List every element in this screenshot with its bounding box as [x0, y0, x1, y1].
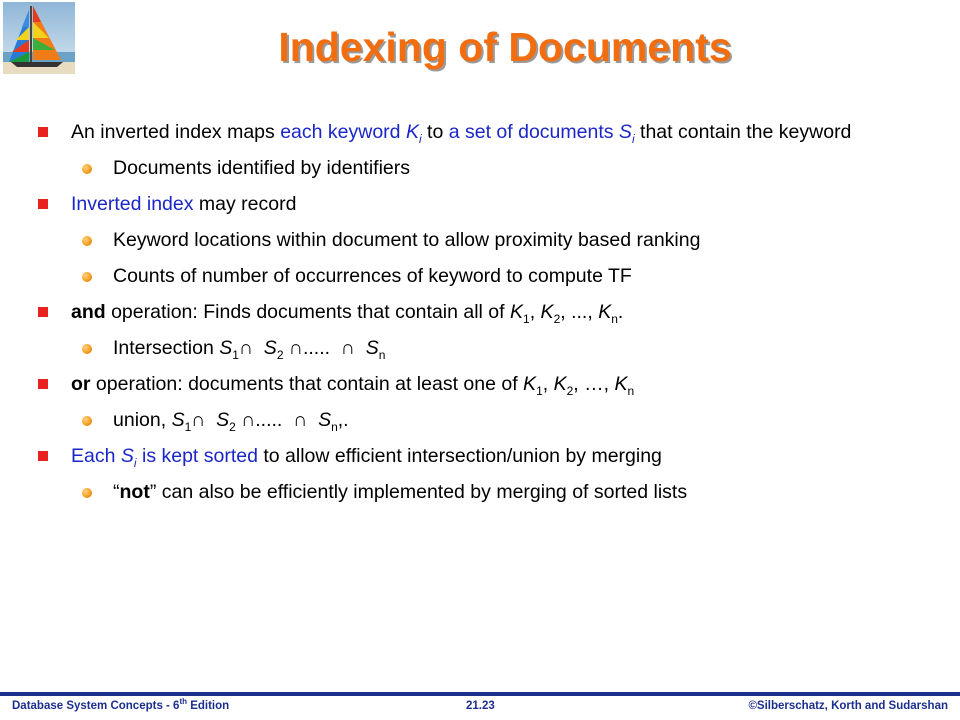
intersection-symbol: ∩ [241, 409, 256, 431]
sub-bullet-identifiers [38, 156, 918, 180]
variable: K [598, 301, 612, 323]
text: Keyword locations within document to allow proximity based ranking [113, 229, 701, 251]
variable: S [120, 445, 134, 467]
intersection-symbol: ∩ [293, 409, 308, 431]
text: , [560, 301, 572, 323]
variable: S [318, 409, 332, 431]
round-bullet-icon [82, 272, 92, 282]
intersection-symbol: ∩ [288, 337, 303, 359]
text: to [421, 121, 449, 143]
sub-bullet-intersection [38, 336, 918, 360]
highlight-text: Inverted index [71, 193, 194, 215]
subscript: 1 [523, 311, 530, 326]
text: Documents identified by identifiers [113, 157, 410, 179]
slide-body [38, 120, 918, 516]
intersection-symbol: ∩ [340, 337, 355, 359]
variable: S [618, 121, 632, 143]
square-bullet-icon [38, 307, 48, 317]
text: may record [193, 193, 297, 215]
subscript: n [378, 347, 386, 362]
variable: S [216, 409, 230, 431]
sub-bullet-locations [38, 228, 918, 252]
slide-title: Indexing of Documents [278, 24, 732, 70]
text: , [587, 301, 599, 323]
variable: K [523, 373, 537, 395]
variable: S [171, 409, 185, 431]
subscript: n [627, 383, 635, 398]
subscript: 1 [536, 383, 543, 398]
text: ... [571, 301, 588, 323]
sub-bullet-not [38, 480, 918, 504]
text: that contain the keyword [634, 121, 852, 143]
square-bullet-icon [38, 379, 48, 389]
square-bullet-icon [38, 451, 48, 461]
text: to allow efficient intersection/union by merging [257, 445, 662, 467]
sub-bullet-counts [38, 264, 918, 288]
highlight-text: Each [71, 445, 121, 467]
round-bullet-icon [82, 344, 92, 354]
variable: S [365, 337, 379, 359]
intersection-symbol: ∩ [191, 409, 206, 431]
round-bullet-icon [82, 236, 92, 246]
round-bullet-icon [82, 416, 92, 426]
highlight-text: each keyword [280, 121, 406, 143]
text: Counts of number of occurrences of keyword to compute TF [113, 265, 632, 287]
text: . [617, 301, 624, 323]
text: operation: documents that contain at least one of [90, 373, 524, 395]
text: An inverted index maps [71, 121, 281, 143]
text: , [603, 373, 615, 395]
variable: K [553, 373, 567, 395]
subscript: 2 [276, 347, 284, 362]
highlight-text: a set of documents [448, 121, 619, 143]
variable: K [614, 373, 628, 395]
sub-bullet-union [38, 408, 918, 432]
square-bullet-icon [38, 199, 48, 209]
text: Intersection [113, 337, 220, 359]
footer-copyright: ©Silberschatz, Korth and Sudarshan [748, 700, 948, 712]
bullet-item-inverted-index [38, 120, 918, 144]
superscript: th [179, 697, 188, 707]
text: union, [113, 409, 172, 431]
round-bullet-icon [82, 164, 92, 174]
subscript: n [611, 311, 618, 326]
round-bullet-icon [82, 488, 92, 498]
text: , [573, 373, 585, 395]
text: can also be efficiently implemented by merging of sorted lists [156, 481, 688, 503]
bullet-item-or-operation [38, 372, 918, 396]
keyword-or: or [71, 373, 91, 395]
text: operation: Finds documents that contain all of [105, 301, 510, 323]
keyword-and: and [71, 301, 106, 323]
text: ” [149, 481, 157, 503]
intersection-symbol: ∩ [238, 337, 253, 359]
subscript: i [133, 455, 137, 470]
subscript: 2 [229, 419, 236, 434]
text: Edition [187, 700, 230, 712]
footer-book-title [12, 697, 230, 712]
square-bullet-icon [38, 127, 48, 137]
subscript: 1 [184, 419, 192, 434]
footer-slide-number: 21.23 [466, 700, 495, 712]
text: Database System Concepts - 6 [12, 700, 180, 712]
subscript: i [631, 131, 635, 146]
highlight-text: is kept sorted [136, 445, 258, 467]
text: ..... [255, 409, 283, 431]
bullet-item-may-record [38, 192, 918, 216]
subscript: 2 [553, 311, 561, 326]
text: ,. [337, 409, 349, 431]
subscript: 2 [566, 383, 574, 398]
subscript: 1 [232, 347, 239, 362]
variable: K [510, 301, 524, 323]
keyword-not: not [119, 481, 150, 503]
variable: S [263, 337, 277, 359]
subscript: i [418, 131, 422, 146]
text: … [584, 373, 604, 395]
footer-divider [0, 692, 960, 696]
text: , [542, 373, 554, 395]
text: ..... [302, 337, 331, 359]
text: “ [113, 481, 120, 503]
variable: K [405, 121, 419, 143]
variable: S [219, 337, 233, 359]
text: , [529, 301, 541, 323]
bullet-item-and-operation [38, 300, 918, 324]
variable: K [540, 301, 554, 323]
subscript: n [331, 419, 338, 434]
bullet-item-kept-sorted [38, 444, 918, 468]
